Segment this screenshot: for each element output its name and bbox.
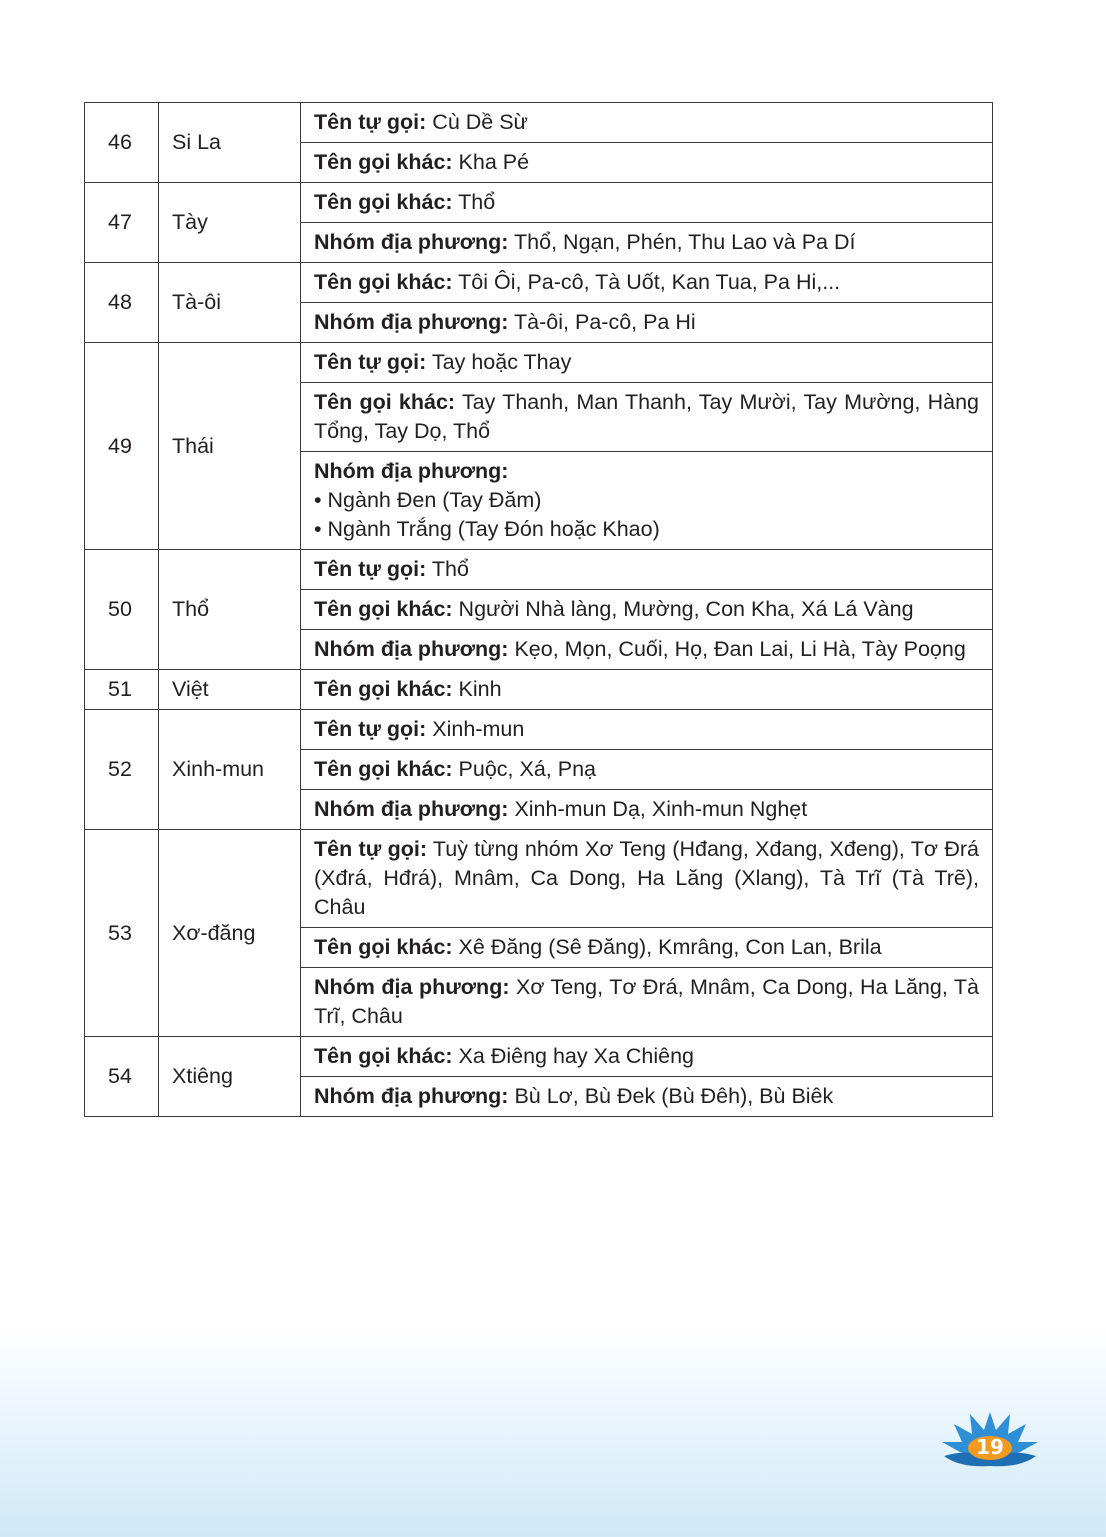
- page-number: 19: [976, 1435, 1004, 1459]
- entry-label: Tên tự gọi:: [314, 717, 427, 741]
- name-info-cell: [301, 790, 993, 830]
- table-row: [85, 670, 993, 710]
- entry-label: Nhóm địa phương:: [314, 797, 509, 821]
- entry-text: Xa Điêng hay Xa Chiêng: [452, 1044, 695, 1068]
- name-info-cell: [301, 383, 993, 452]
- entry-label: Tên gọi khác:: [314, 1044, 453, 1068]
- entry-label: Tên gọi khác:: [314, 270, 453, 294]
- entry-label: Tên gọi khác:: [314, 677, 453, 701]
- entry-label: Nhóm địa phương:: [314, 310, 509, 334]
- entry-text: Xê Đăng (Sê Đăng), Kmrâng, Con Lan, Brila: [452, 935, 882, 959]
- name-info-cell: [301, 830, 993, 928]
- entry-text: Kẹo, Mọn, Cuối, Họ, Đan Lai, Li Hà, Tày Poọng: [508, 637, 966, 661]
- table-row: [85, 1037, 993, 1077]
- entry-text: Kha Pé: [452, 150, 530, 174]
- table-body: [85, 103, 993, 1117]
- group-name: Việt: [159, 670, 301, 710]
- group-name: Thái: [159, 343, 301, 550]
- name-info-cell: [301, 223, 993, 263]
- group-number: 48: [85, 263, 159, 343]
- group-number: 54: [85, 1037, 159, 1117]
- group-name: Tà-ôi: [159, 263, 301, 343]
- entry-text: Xinh-mun Dạ, Xinh-mun Nghẹt: [508, 797, 808, 821]
- table-row: [85, 830, 993, 928]
- group-number: 50: [85, 550, 159, 670]
- bullet-item: • Ngành Trắng (Tay Đón hoặc Khao): [314, 517, 660, 541]
- entry-label: Nhóm địa phương:: [314, 637, 509, 661]
- entry-label: Tên tự gọi:: [314, 557, 427, 581]
- entry-label: Tên tự gọi:: [314, 350, 427, 374]
- entry-text: Bù Lơ, Bù Đek (Bù Đêh), Bù Biêk: [508, 1084, 834, 1108]
- entry-text: Thổ, Ngạn, Phén, Thu Lao và Pa Dí: [508, 230, 856, 254]
- group-name: Xinh-mun: [159, 710, 301, 830]
- name-info-cell: [301, 670, 993, 710]
- group-name: Tày: [159, 183, 301, 263]
- entry-text: Thổ: [426, 557, 469, 581]
- name-info-cell: [301, 343, 993, 383]
- name-info-cell: [301, 1077, 993, 1117]
- entry-text: Tuỳ từng nhóm Xơ Teng (Hđang, Xđang, Xđeng), Tơ Đrá (Xđrá, Hđrá), Mnâm, Ca Dong, Ha Lăng (Xlang), Tà Trĩ (Tà Trẽ), Châu: [314, 837, 979, 919]
- entry-text: Tà-ôi, Pa-cô, Pa Hi: [508, 310, 696, 334]
- name-info-cell: [301, 928, 993, 968]
- entry-text: Người Nhà làng, Mường, Con Kha, Xá Lá Vàng: [452, 597, 914, 621]
- group-number: 52: [85, 710, 159, 830]
- entry-label: Tên gọi khác:: [314, 935, 453, 959]
- entry-label: Tên gọi khác:: [314, 150, 453, 174]
- name-info-cell: [301, 143, 993, 183]
- name-info-cell: [301, 1037, 993, 1077]
- name-info-cell: [301, 103, 993, 143]
- name-info-cell: [301, 303, 993, 343]
- group-number: 46: [85, 103, 159, 183]
- name-info-cell: [301, 968, 993, 1037]
- group-number: 49: [85, 343, 159, 550]
- page-number-badge: [940, 1408, 1040, 1476]
- group-name: Xtiêng: [159, 1037, 301, 1117]
- ethnic-groups-table: [84, 102, 993, 1117]
- table-row: [85, 710, 993, 750]
- entry-label: Tên tự gọi:: [314, 110, 427, 134]
- entry-label: Nhóm địa phương:: [314, 1084, 509, 1108]
- table-row: [85, 103, 993, 143]
- name-info-cell: [301, 630, 993, 670]
- group-number: 53: [85, 830, 159, 1037]
- table-row: [85, 550, 993, 590]
- entry-label: Tên gọi khác:: [314, 390, 456, 414]
- entry-text: Tôi Ôi, Pa-cô, Tà Uốt, Kan Tua, Pa Hi,...: [452, 270, 841, 294]
- entry-label: Tên gọi khác:: [314, 597, 453, 621]
- table-row: [85, 183, 993, 223]
- entry-text: Cù Dề Sừ: [426, 110, 528, 134]
- table-row: [85, 343, 993, 383]
- entry-text: Thổ: [452, 190, 496, 214]
- entry-label: Nhóm địa phương:: [314, 230, 509, 254]
- entry-text: Puộc, Xá, Pnạ: [452, 757, 597, 781]
- entry-label: Nhóm địa phương:: [314, 459, 509, 483]
- table-row: [85, 263, 993, 303]
- group-name: Xơ-đăng: [159, 830, 301, 1037]
- entry-label: Tên gọi khác:: [314, 757, 453, 781]
- name-info-cell: [301, 263, 993, 303]
- name-info-cell: [301, 590, 993, 630]
- entry-text: Kinh: [452, 677, 502, 701]
- group-number: 47: [85, 183, 159, 263]
- name-info-cell: [301, 183, 993, 223]
- entry-label: Tên gọi khác:: [314, 190, 453, 214]
- name-info-cell: [301, 750, 993, 790]
- name-info-cell: [301, 710, 993, 750]
- group-name: Thổ: [159, 550, 301, 670]
- group-name: Si La: [159, 103, 301, 183]
- entry-label: Nhóm địa phương:: [314, 975, 510, 999]
- entry-text: Xơ Teng, Tơ Đrá, Mnâm, Ca Dong, Ha Lăng, Tà Trĩ, Châu: [314, 975, 979, 1028]
- bullet-item: • Ngành Đen (Tay Đăm): [314, 488, 542, 512]
- entry-text: Tay Thanh, Man Thanh, Tay Mười, Tay Mường, Hàng Tổng, Tay Dọ, Thổ: [314, 390, 980, 443]
- name-info-cell: [301, 550, 993, 590]
- entry-text: Xinh-mun: [426, 717, 525, 741]
- name-info-cell: [301, 452, 993, 550]
- entry-label: Tên tự gọi:: [314, 837, 427, 861]
- group-number: 51: [85, 670, 159, 710]
- entry-text: Tay hoặc Thay: [426, 350, 572, 374]
